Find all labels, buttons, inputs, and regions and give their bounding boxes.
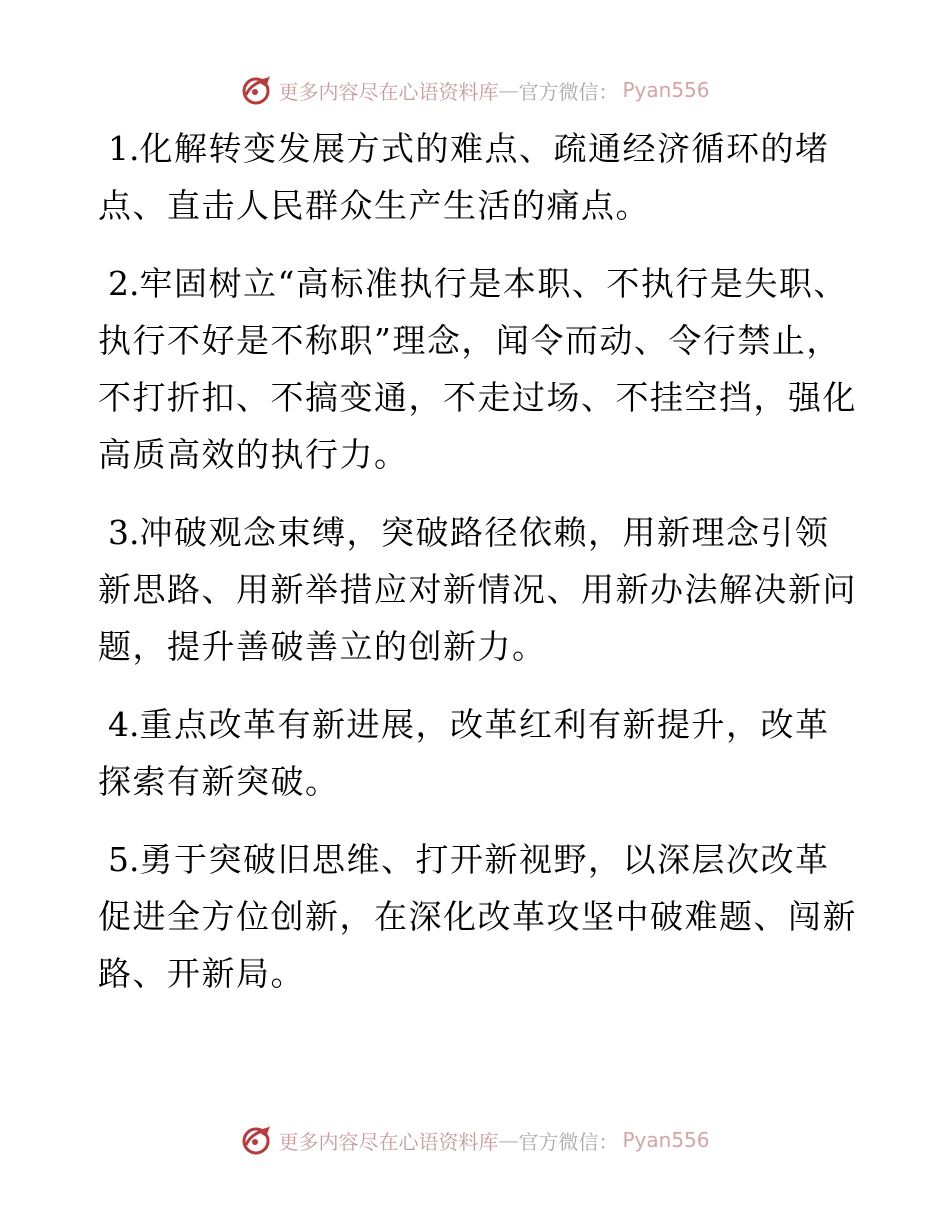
footer-banner [0,1120,950,1160]
paragraph-3 [98,504,858,675]
footer-wechat-id: Pyan556 [622,1128,710,1152]
paragraph-1 [98,120,858,234]
pen-swirl-logo-icon [240,1123,274,1157]
pen-swirl-logo-icon [240,73,274,107]
footer-separator: — [498,1128,519,1152]
paragraph-text: 冲破观念束缚，突破路径依赖，用新理念引领新思路、用新举措应对新情况、用新办法解决新问题，提升善破善立的创新力。 [98,513,857,666]
header-wechat-id: Pyan556 [622,78,710,102]
paragraph-5 [98,831,858,1002]
footer-site-text: 更多内容尽在心语资料库 [278,1129,499,1154]
header-banner [0,70,950,110]
footer-label: 官方微信 [518,1129,599,1154]
paragraph-text: 重点改革有新进展，改革红利有新提升，改革探索有新突破。 [98,705,830,801]
paragraph-2 [98,255,858,483]
header-label: 官方微信 [518,79,599,104]
paragraph-number: 3. [108,513,140,552]
paragraph-number: 4. [108,705,140,744]
paragraph-number: 5. [108,840,140,879]
header-site-text: 更多内容尽在心语资料库 [278,79,499,104]
footer-colon: ： [598,1129,619,1154]
paragraph-text: 勇于突破旧思维、打开新视野，以深层次改革促进全方位创新，在深化改革攻坚中破难题、闯新路、开新局。 [98,840,857,993]
header-separator: — [498,78,519,102]
paragraph-text: 牢固树立“高标准执行是本职、不执行是失职、执行不好是不称职”理念，闻令而动、令行禁止，不打折扣、不搞变通，不走过场、不挂空挡，强化高质高效的执行力。 [98,264,857,474]
paragraph-number: 2. [108,264,140,303]
paragraph-number: 1. [108,129,140,168]
paragraph-text: 化解转变发展方式的难点、疏通经济循环的堵点、直击人民群众生产生活的痛点。 [98,129,830,225]
document-body [98,120,858,1023]
header-colon: ： [598,79,619,104]
paragraph-4 [98,696,858,810]
